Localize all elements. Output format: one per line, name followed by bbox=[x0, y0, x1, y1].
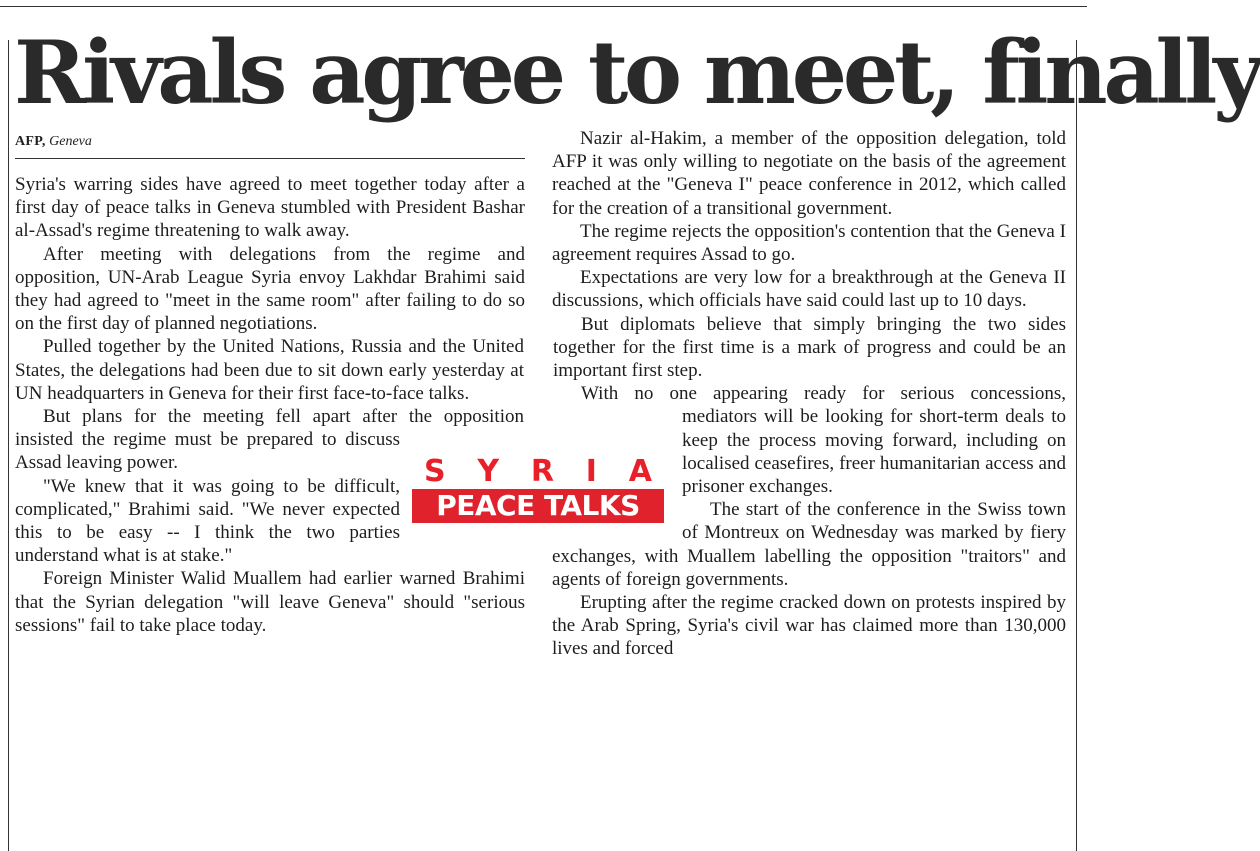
clipping-top-border bbox=[0, 6, 1087, 7]
paragraph: The start of the conference in the Swiss town of Montreux on Wednesday was marked by fiery exchanges, with Muallem labelling the opposition "traitors" and agents of foreign governments. bbox=[552, 499, 1066, 590]
paragraph: Syria's warring sides have agreed to meet together today after a first day of peace talks in Geneva stumbled with President Bashar al-Assad's regime threatening to walk away. bbox=[15, 174, 525, 242]
paragraph: Foreign Minister Walid Muallem had earlier warned Brahimi that the Syrian delegation "will leave Geneva" should "serious sessions" fail to take place today. bbox=[15, 568, 525, 636]
callout-syria-word bbox=[412, 455, 664, 489]
paragraph: With no one appearing ready for serious concessions, mediators will be looking for short-term deals to keep the process moving forward, including on localised ceasefires, freer humanitarian access and prisoner exchanges. bbox=[581, 383, 1066, 498]
callout-letter: Y bbox=[477, 454, 500, 489]
wrap-pad bbox=[524, 335, 525, 451]
byline bbox=[15, 132, 92, 152]
headline: Rivals agree to meet, finally bbox=[14, 21, 1260, 124]
byline-location: Geneva bbox=[49, 134, 92, 149]
paragraph: Expectations are very low for a breakthrough at the Geneva II discussions, which officials have said could last up to 10 days. bbox=[552, 267, 1066, 312]
callout-letter: A bbox=[628, 454, 652, 489]
paragraph: But plans for the meeting fell apart after the opposition insisted the regime must be prepared to discuss Assad leaving power. bbox=[15, 406, 524, 474]
paragraph: Nazir al-Hakim, a member of the opposition delegation, told AFP it was only willing to negotiate on the basis of the agreement reached at the "Geneva I" peace conference in 2012, which called for the creation of a transitional government. bbox=[552, 128, 1066, 219]
callout-letter: I bbox=[585, 454, 597, 489]
clipping-left-border bbox=[8, 40, 9, 851]
syria-peace-talks-callout bbox=[412, 455, 664, 523]
byline-rule bbox=[15, 158, 525, 159]
clipping-right-border bbox=[1076, 40, 1077, 851]
paragraph: After meeting with delegations from the regime and opposition, UN-Arab League Syria envoy Lakhdar Brahimi said they had agreed to "meet in the same room" after failing to do so on the first day of planned negotiations. bbox=[15, 243, 525, 335]
paragraph: But diplomats believe that simply bringing the two sides together for the first time is a mark of progress and could be an important first step. bbox=[552, 313, 1066, 383]
paragraph: The regime rejects the opposition's contention that the Geneva I agreement requires Assad to go. bbox=[552, 220, 1066, 266]
callout-peace-talks-band: PEACE TALKS bbox=[412, 489, 664, 523]
paragraph: Erupting after the regime cracked down on protests inspired by the Arab Spring, Syria's civil war has claimed more than 130,000 lives and forced bbox=[552, 592, 1066, 660]
byline-agency: AFP, bbox=[15, 134, 46, 149]
callout-letter: R bbox=[530, 454, 555, 489]
callout-letter: S bbox=[424, 454, 446, 489]
paragraph: "We knew that it was going to be difficult, complicated," Brahimi said. "We never expected this to be easy -- I think the two parties understand what is at stake." bbox=[15, 475, 400, 567]
paragraph: Pulled together by the United Nations, Russia and the United States, the delegations had been due to sit down early yesterday at UN headquarters in Geneva for their first face-to-face talks. bbox=[15, 335, 525, 405]
wrap-pad bbox=[552, 313, 553, 429]
